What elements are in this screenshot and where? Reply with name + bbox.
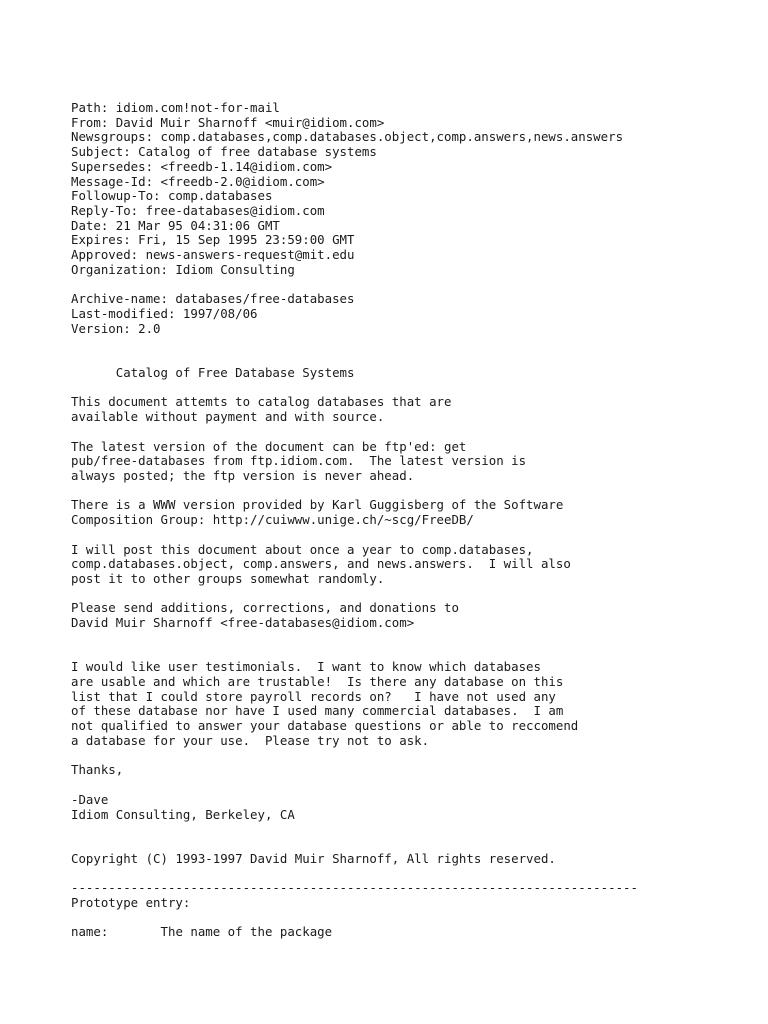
header-subject: Subject: Catalog of free database systems [71,144,377,160]
header-newsgroups: Newsgroups: comp.databases,comp.databases.object,comp.answers,news.answers [71,129,624,145]
entry-field-name: name: [71,924,109,940]
divider-line: ---------------------------------------------------------------------------- [71,880,638,896]
paragraph-ftp: The latest version of the document can be ftp'ed: get pub/free-databases from ftp.idiom.com. The latest version is always posted; the ftp version is never ahead. [71,438,527,483]
header-date: Date: 21 Mar 95 04:31:06 GMT [71,217,280,233]
paragraph-intro: This document attemts to catalog databases that are available without payment and with source. [71,394,452,425]
header-organization: Organization: Idiom Consulting [71,261,295,277]
document-title: Catalog of Free Database Systems [71,364,355,380]
entry-field-value: The name of the package [160,924,333,940]
paragraph-testimonials: I would like user testimonials. I want to know which databases are usable and which are trustable! Is there any database on this list that I could store payroll records on? I have not used any of these database nor have I used many commercial databases. I am not qualified to answer your database questions or able to reccomend a database for your use. Please try not to ask. [71,659,579,748]
header-expires: Expires: Fri, 15 Sep 1995 23:59:00 GMT [71,232,355,248]
paragraph-posting: I will post this document about once a year to comp.databases, comp.databases.object, comp.answers, and news.answers. I will also post it to other groups somewhat randomly. [71,541,571,586]
header-supersedes: Supersedes: <freedb-1.14@idiom.com> [71,158,333,174]
prototype-heading: Prototype entry: [71,894,191,910]
last-modified: Last-modified: 1997/08/06 [71,306,258,322]
paragraph-contact: Please send additions, corrections, and donations to David Muir Sharnoff <free-databases@idiom.com> [71,600,459,631]
signature-name: -Dave [71,791,109,807]
copyright-notice: Copyright (C) 1993-1997 David Muir Sharnoff, All rights reserved. [71,850,556,866]
header-path: Path: idiom.com!not-for-mail [71,100,280,115]
header-reply-to: Reply-To: free-databases@idiom.com [71,203,325,219]
header-from: From: David Muir Sharnoff <muir@idiom.com> [71,114,385,130]
header-approved: Approved: news-answers-request@mit.edu [71,247,355,263]
header-message-id: Message-Id: <freedb-2.0@idiom.com> [71,173,325,189]
document-page [71,101,761,940]
paragraph-www: There is a WWW version provided by Karl Guggisberg of the Software Composition Group: http://cuiwww.unige.ch/~scg/FreeDB/ [71,497,564,528]
paragraph-thanks: Thanks, [71,762,124,778]
version: Version: 2.0 [71,320,161,336]
signature-org: Idiom Consulting, Berkeley, CA [71,806,295,822]
archive-name: Archive-name: databases/free-databases [71,291,355,307]
message-headers [71,101,761,940]
header-followup-to: Followup-To: comp.databases [71,188,273,204]
